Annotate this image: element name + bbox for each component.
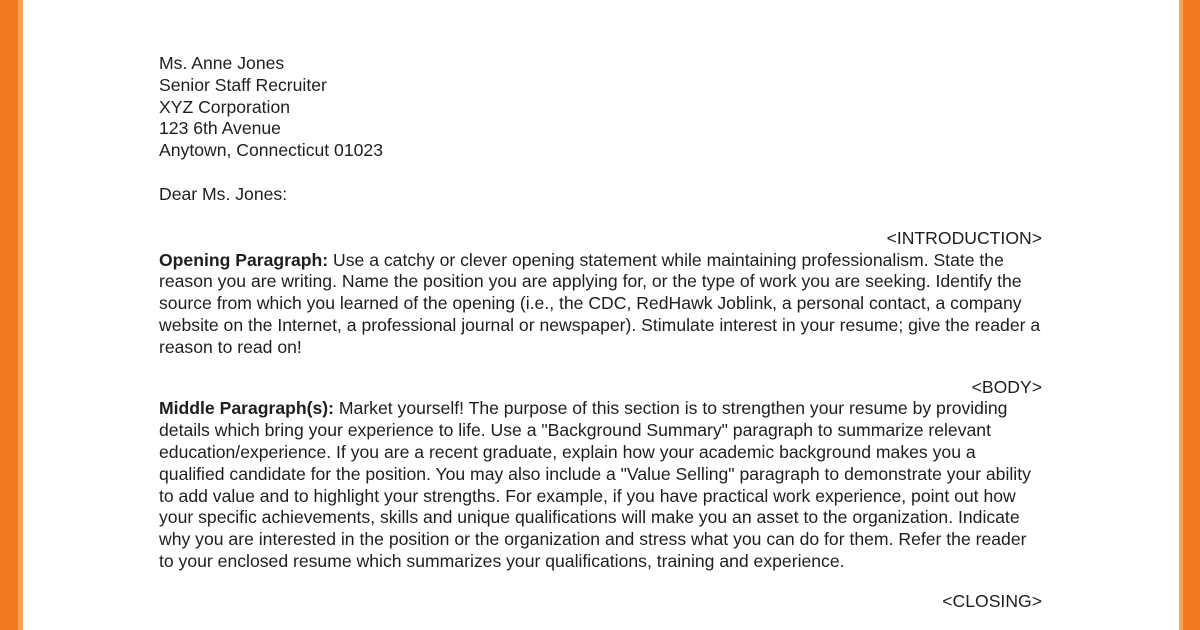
recipient-company: XYZ Corporation <box>159 96 291 117</box>
middle-paragraph <box>159 398 1042 572</box>
opening-paragraph-heading: Opening Paragraph: <box>159 249 329 270</box>
recipient-city-state-zip: Anytown, Connecticut 01023 <box>159 140 383 161</box>
opening-paragraph <box>159 250 1042 359</box>
recipient-address <box>159 53 1042 162</box>
recipient-name: Ms. Anne Jones <box>159 53 285 73</box>
recipient-street: 123 6th Avenue <box>159 118 281 139</box>
opening-paragraph-text: Use a catchy or clever opening statement while maintaining professionalism. State the reason you are writing. Name the position you are applying for, or the type of work you are seeking. Identify the source from which you learned of the opening (i.e., the CDC, RedHawk Joblink, a personal contact, a company website on the Internet, a professional journal or newspaper). Stimulate interest in your resume; give the reader a reason to read on! <box>159 249 1041 357</box>
body-tag: <BODY> <box>971 376 1042 397</box>
recipient-title: Senior Staff Recruiter <box>159 74 327 95</box>
salutation: Dear Ms. Jones: <box>159 183 288 204</box>
left-border-highlight <box>18 0 23 630</box>
middle-paragraph-text: Market yourself! The purpose of this section is to strengthen your resume by providing details which bring your experience to life. Use a "Background Summary" paragraph to summarize relevant education/experience. If you are a recent graduate, explain how your academic background makes you a qualified candidate for the position. You may also include a "Value Selling" paragraph to demonstrate your ability to add value and to highlight your strengths. For example, if you have practical work experience, point out how your specific achievements, skills and unique qualifications will make you an asset to the organization. Indicate why you are interested in the position or the organization and stress what you can do for them. Refer the reader to your enclosed resume which summarizes your qualifications, training and experience. <box>159 398 1031 571</box>
middle-paragraph-heading: Middle Paragraph(s): <box>159 398 334 419</box>
introduction-tag: <INTRODUCTION> <box>886 227 1042 248</box>
closing-tag: <CLOSING> <box>942 590 1042 611</box>
cover-letter <box>159 53 1042 613</box>
right-border-highlight <box>1179 0 1183 630</box>
